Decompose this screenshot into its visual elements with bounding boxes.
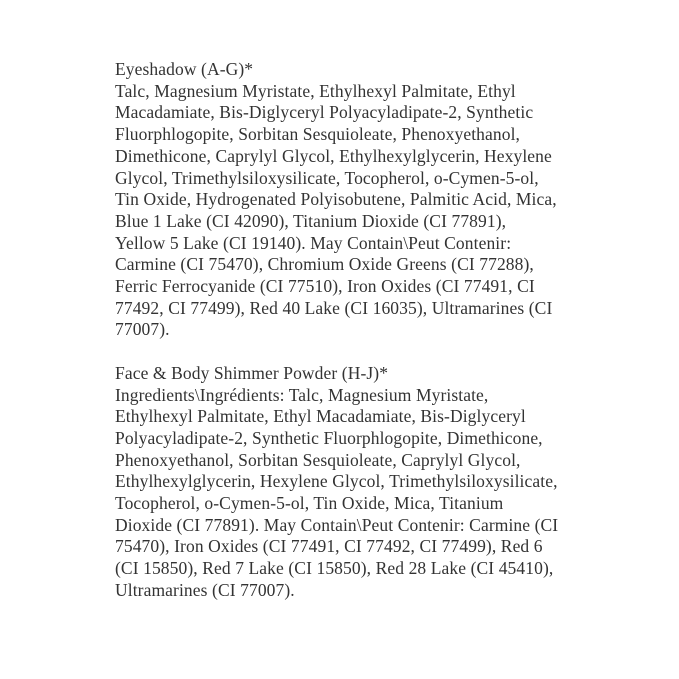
ingredients-line: Ferric Ferrocyanide (CI 77510), Iron Oxides (CI 77491, CI	[115, 276, 535, 297]
ingredients-line: Talc, Magnesium Myristate, Ethylhexyl Palmitate, Ethyl	[115, 80, 516, 101]
ingredients-line: Dioxide (CI 77891). May Contain\Peut Contenir: Carmine (CI	[115, 514, 559, 535]
ingredients-line: Yellow 5 Lake (CI 19140). May Contain\Peut Contenir:	[115, 232, 512, 253]
ingredients-line: Tin Oxide, Hydrogenated Polyisobutene, Palmitic Acid, Mica,	[115, 189, 557, 210]
ingredients-line: Ultramarines (CI 77007).	[115, 579, 295, 600]
ingredients-line: Ethylhexyl Palmitate, Ethyl Macadamiate, Bis-Diglyceryl	[115, 406, 526, 427]
ingredients-line: Blue 1 Lake (CI 42090), Titanium Dioxide (CI 77891),	[115, 210, 507, 231]
ingredients-line: 77492, CI 77499), Red 40 Lake (CI 16035), Ultramarines (CI	[115, 297, 553, 318]
ingredients-line: Fluorphlogopite, Sorbitan Sesquioleate, Phenoxyethanol,	[115, 124, 521, 145]
ingredients-line: 75470), Iron Oxides (CI 77491, CI 77492, CI 77499), Red 6	[115, 536, 543, 557]
ingredients-line: Polyacyladipate-2, Synthetic Fluorphlogopite, Dimethicone,	[115, 427, 543, 448]
section-eyeshadow	[115, 59, 585, 341]
section-heading-shimmer-powder: Face & Body Shimmer Powder (H-J)*	[115, 362, 389, 383]
ingredients-line: Ethylhexylglycerin, Hexylene Glycol, Trimethylsiloxysilicate,	[115, 471, 558, 492]
ingredients-line: Ingredients\Ingrédients: Talc, Magnesium Myristate,	[115, 384, 489, 405]
section-heading-eyeshadow: Eyeshadow (A-G)*	[115, 59, 254, 79]
ingredients-line: Glycol, Trimethylsiloxysilicate, Tocopherol, o-Cymen-5-ol,	[115, 167, 539, 188]
ingredients-line: Carmine (CI 75470), Chromium Oxide Greens (CI 77288),	[115, 254, 534, 275]
section-shimmer-powder	[115, 363, 585, 602]
ingredients-line: Macadamiate, Bis-Diglyceryl Polyacyladipate-2, Synthetic	[115, 102, 534, 123]
ingredients-line: 77007).	[115, 319, 170, 340]
ingredients-line: Tocopherol, o-Cymen-5-ol, Tin Oxide, Mica, Titanium	[115, 493, 504, 514]
ingredients-line: (CI 15850), Red 7 Lake (CI 15850), Red 28 Lake (CI 45410),	[115, 558, 554, 579]
ingredients-line: Dimethicone, Caprylyl Glycol, Ethylhexylglycerin, Hexylene	[115, 145, 552, 166]
ingredients-line: Phenoxyethanol, Sorbitan Sesquioleate, Caprylyl Glycol,	[115, 449, 521, 470]
ingredients-text-block	[115, 59, 585, 602]
